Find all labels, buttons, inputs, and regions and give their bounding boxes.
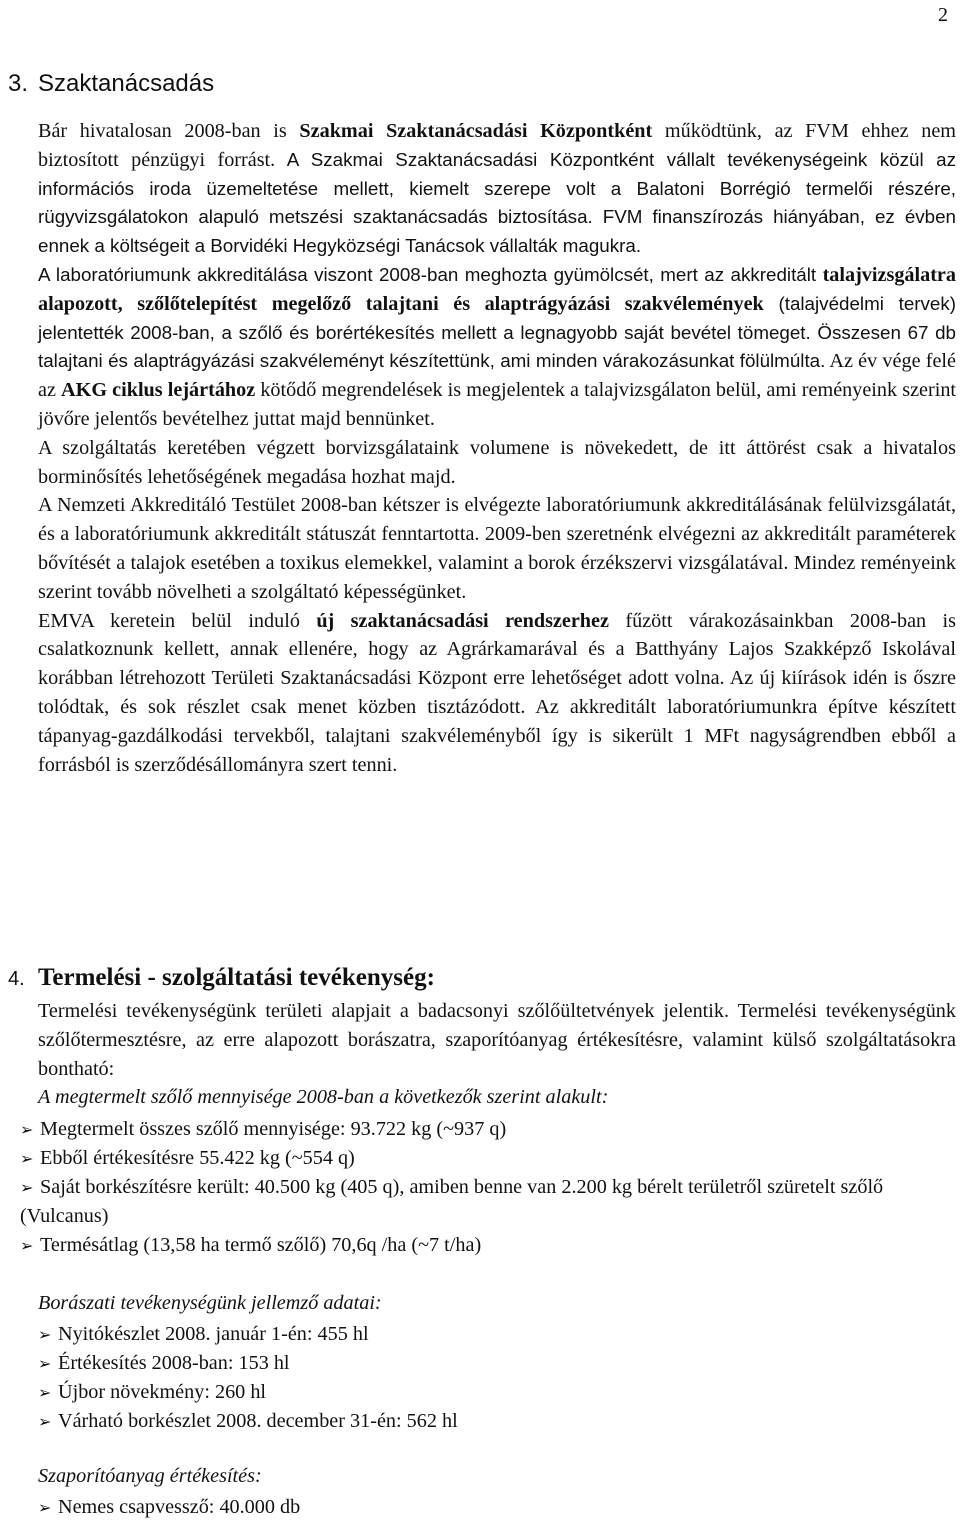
arrow-bullet-icon: ➢ [38,1383,52,1402]
emphasis: talajvizsgálatra alapozott, szőlőtelepítést megelőző talajtani és alaptrágyázási szakvélemények [38,263,956,315]
list-item: ➢ Nemes csapvessző: 40.000 db [38,1493,960,1522]
list-item: ➢ Értékesítés 2008-ban: 153 hl [38,1349,960,1378]
section-number: 4. [8,968,25,990]
section-3-heading [8,70,214,98]
list-item: ➢ Újbor növekmény: 260 hl [38,1378,960,1407]
emphasis: AKG ciklus lejártához [61,379,256,402]
list-item: ➢ Megtermelt összes szőlő mennyisége: 93.722 kg (~937 q) [20,1115,956,1144]
section-title: Szaktanácsadás [38,70,215,97]
paragraph-emva: EMVA keretein belül induló új szaktanácsadási rendszerhez fűzött várakozásainkban 2008-ban is csalatkoznunk kellett, annak ellenére, hogy az Agrárkamarával és a Batthyány Lajos Szakképző Iskolával korábban létrehozott Területi Szaktanácsadási Központ erre lehetőséget adott volna. Az új kiírások idén is őszre tolódtak, és sok részlet csak menet közben tisztázódott. Az akkreditált laboratóriumunkra építve készített tápanyag-gazdálkodási tervekből, talajtani szakvéleményből így is sikerült 1 MFt nagyságrendben ebből a forrásból is szerződésállományra szert tenni. [38,609,957,776]
propagation-label: Szaporítóanyag értékesítés: [38,1465,262,1487]
arrow-bullet-icon: ➢ [20,1120,34,1139]
section-3-body [38,117,956,779]
winery-list [38,1320,960,1436]
arrow-bullet-icon: ➢ [20,1178,34,1197]
list-item: ➢ Ebből értékesítésre 55.422 kg (~554 q) [20,1144,956,1173]
paragraph-wine-tests: A szolgáltatás keretében végzett borvizsgálataink volumene is növekedett, de itt áttörést csak a hivatalos borminősítés lehetőségének megadása hozhat majd. [38,436,956,488]
arrow-bullet-icon: ➢ [20,1236,34,1255]
winery-label: Borászati tevékenységünk jellemző adatai: [38,1292,382,1314]
harvest-label: A megtermelt szőlő mennyisége 2008-ban a következők szerint alakult: [38,1086,609,1108]
paragraph-accreditation: A Nemzeti Akkreditáló Testület 2008-ban kétszer is elvégezte laboratóriumunk akkreditálásának felülvizsgálatát, és a laboratóriumunk akkreditált státuszát fenntartotta. 2009-ben szeretnénk elvégezni az akkreditált paraméterek bővítését a talajok esetében a toxikus elemekkel, valamint a borok érzékszervi vizsgálatával. Mindez reményeink szerint tovább növelheti a szolgáltató képességünket. [38,494,956,603]
propagation-list [38,1493,960,1522]
page-number: 2 [938,4,948,26]
paragraph-laboratory: A laboratóriumunk akkreditálása viszont 2008-ban meghozta gyümölcsét, mert az akkreditált talajvizsgálatra alapozott, szőlőtelepítést megelőző talajtani és alaptrágyázási szakvélemények (talajvédelmi tervek) jelentették 2008-ban, a szőlő és borértékesítés mellett a legnagyobb saját bevétel tömeget. Összesen 67 db talajtani és alaptrágyázási szakvéleményt készítettünk, ami minden várakozásunkat fölülmúlta. Az év vége felé az AKG ciklus lejártához kötődő megrendelések is megjelentek a talajvizsgálaton belül, ami reményeink szerint jövőre jelentős bevételhez juttat majd bennünket. [38,263,957,430]
list-item: ➢ Termésátlag (13,58 ha termő szőlő) 70,6q /ha (~7 t/ha) [20,1231,956,1260]
list-item: ➢ Várható borkészlet 2008. december 31-én: 562 hl [38,1407,960,1436]
arrow-bullet-icon: ➢ [38,1412,52,1431]
list-item: ➢ Saját borkészítésre került: 40.500 kg (405 q), amiben benne van 2.200 kg bérelt területről szüretelt szőlő (Vulcanus) [20,1173,956,1231]
arrow-bullet-icon: ➢ [38,1325,52,1344]
harvest-list [20,1115,956,1260]
section-title: Termelési - szolgáltatási tevékenység: [38,964,435,991]
emphasis: Szakmai Szaktanácsadási Központként [299,120,653,142]
paragraph-production: Termelési tevékenységünk területi alapjait a badacsonyi szőlőültetvények jelentik. Termelési tevékenységünk szőlőtermesztésre, az erre alapozott borászatra, szaporítóanyag értékesítésre, valamint külső szolgáltatásokra bontható: [38,1000,956,1080]
section-4-intro [38,997,956,1083]
list-item: ➢ Nyitókészlet 2008. január 1-én: 455 hl [38,1320,960,1349]
arrow-bullet-icon: ➢ [38,1498,52,1517]
section-4-heading [8,964,435,992]
arrow-bullet-icon: ➢ [38,1354,52,1373]
emphasis: új szaktanácsadási rendszerhez [316,609,609,632]
section-number: 3. [8,70,29,97]
arrow-bullet-icon: ➢ [20,1149,34,1168]
paragraph-funding: Bár hivatalosan 2008-ban is Szakmai Szaktanácsadási Központként működtünk, az FVM ehhez nem biztosított pénzügyi forrást. A Szakmai Szaktanácsadási Központként vállalt tevékenységeink közül az információs iroda üzemeltetése mellett, kiemelt szerepe volt a Balatoni Borrégió termelői részére, rügyvizsgálatokon alapuló metszési szaktanácsadás biztosítása. FVM finanszírozás hiányában, ez évben ennek a költségeit a Borvidéki Hegyközségi Tanácsok vállalták magukra. [38,120,957,257]
